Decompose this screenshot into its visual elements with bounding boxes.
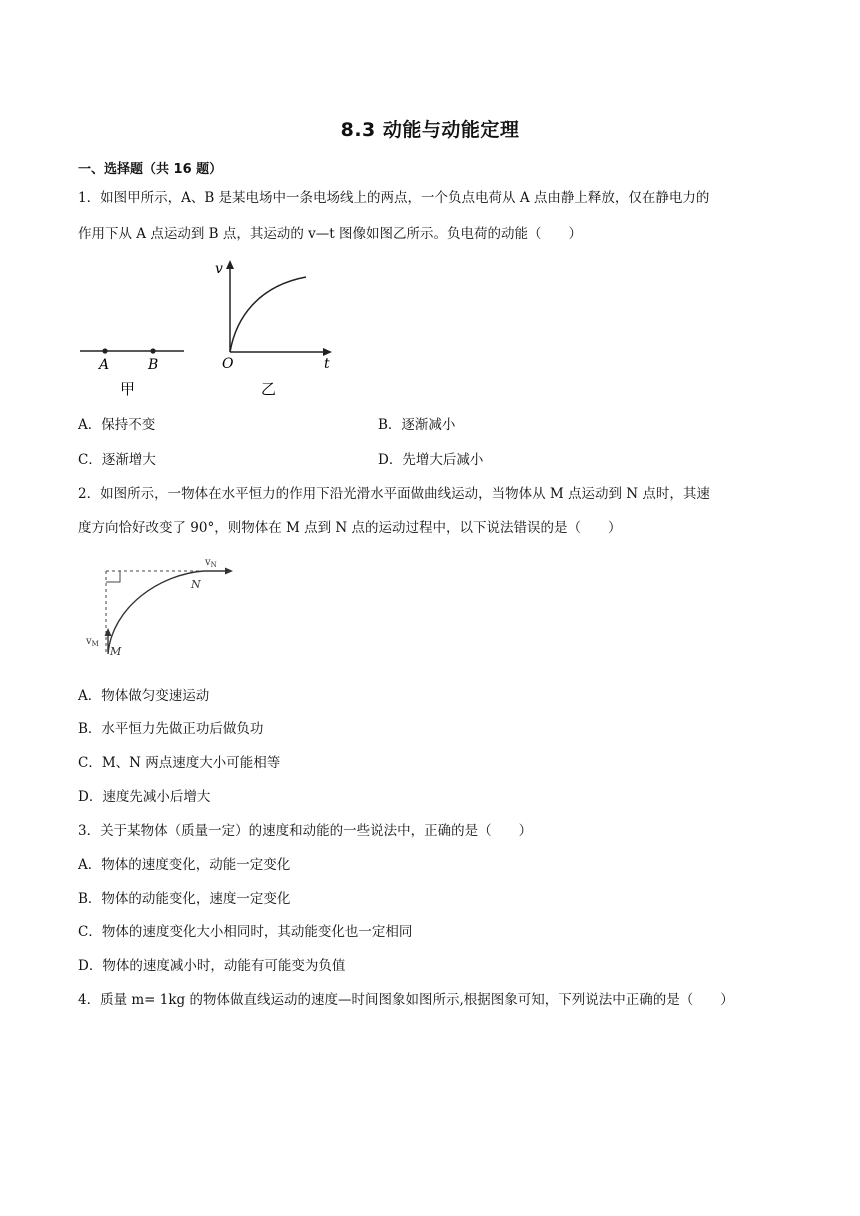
question-3-option-b: B．物体的动能变化，速度一定变化	[78, 891, 291, 907]
origin-label: O	[222, 356, 234, 372]
question-1-option-d: D．先增大后减小	[378, 452, 484, 468]
question-2-option-c: C．M、N 两点速度大小可能相等	[78, 755, 281, 771]
section-heading: 一、选择题（共 16 题）	[78, 162, 223, 177]
question-1-option-a: A．保持不变	[78, 417, 156, 433]
question-2-option-a: A．物体做匀变速运动	[78, 688, 210, 704]
right-angle-mark	[106, 571, 120, 582]
question-4-line-1: 4．质量 m= 1kg 的物体做直线运动的速度—时间图象如图所示,根据图象可知，下列说法中正确的是（ ）	[78, 992, 734, 1008]
question-1-figure	[78, 256, 348, 401]
question-3-option-c: C．物体的速度变化大小相同时，其动能变化也一定相同	[78, 924, 413, 940]
question-3-option-d: D．物体的速度减小时，动能有可能变为负值	[78, 958, 346, 974]
question-1-line-2: 作用下从 A 点运动到 B 点，其运动的 v—t 图像如图乙所示。负电荷的动能（ ）	[78, 226, 582, 242]
vn-label	[204, 557, 217, 569]
caption-yi: 乙	[261, 380, 277, 398]
point-b-dot	[150, 348, 155, 353]
caption-jia: 甲	[120, 380, 136, 398]
point-b-label: B	[148, 357, 159, 373]
vt-curve	[230, 277, 306, 352]
question-1-line-1: 1．如图甲所示，A、B 是某电场中一条电场线上的两点，一个负点电荷从 A 点由静上释放，仅在静电力的	[78, 190, 710, 206]
vn-arrow-head	[225, 568, 233, 575]
point-a-dot	[102, 348, 107, 353]
vm-label-main: v	[86, 636, 92, 647]
vm-label-sub: M	[91, 640, 99, 648]
v-axis-arrow	[226, 260, 234, 269]
t-axis-label: t	[324, 356, 330, 372]
v-axis-label: v	[215, 261, 223, 277]
vn-label-sub: N	[210, 561, 217, 569]
page-title: 8.3 动能与动能定理	[340, 119, 520, 141]
question-2-option-d: D．速度先减小后增大	[78, 789, 211, 805]
vn-label-main: v	[205, 557, 211, 568]
question-2-option-b: B．水平恒力先做正功后做负功	[78, 721, 264, 737]
trajectory-curve	[108, 571, 204, 654]
question-3-option-a: A．物体的速度变化，动能一定变化	[78, 857, 291, 873]
m-label: M	[110, 645, 122, 658]
vm-label	[85, 636, 99, 648]
question-1-option-b: B．逐渐减小	[378, 417, 456, 433]
question-2-line-1: 2．如图所示，一物体在水平恒力的作用下沿光滑水平面做曲线运动，当物体从 M 点运动到 N 点时，其速	[78, 486, 710, 502]
question-2-figure	[80, 552, 250, 672]
question-3-line-1: 3．关于某物体（质量一定）的速度和动能的一些说法中，正确的是（ ）	[78, 823, 533, 839]
question-2-line-2: 度方向恰好改变了 90°，则物体在 M 点到 N 点的运动过程中，以下说法错误的是（ ）	[78, 520, 622, 536]
t-axis-arrow	[323, 348, 332, 356]
question-1-option-c: C．逐渐增大	[78, 452, 156, 468]
point-a-label: A	[99, 357, 110, 373]
n-label: N	[191, 578, 201, 591]
